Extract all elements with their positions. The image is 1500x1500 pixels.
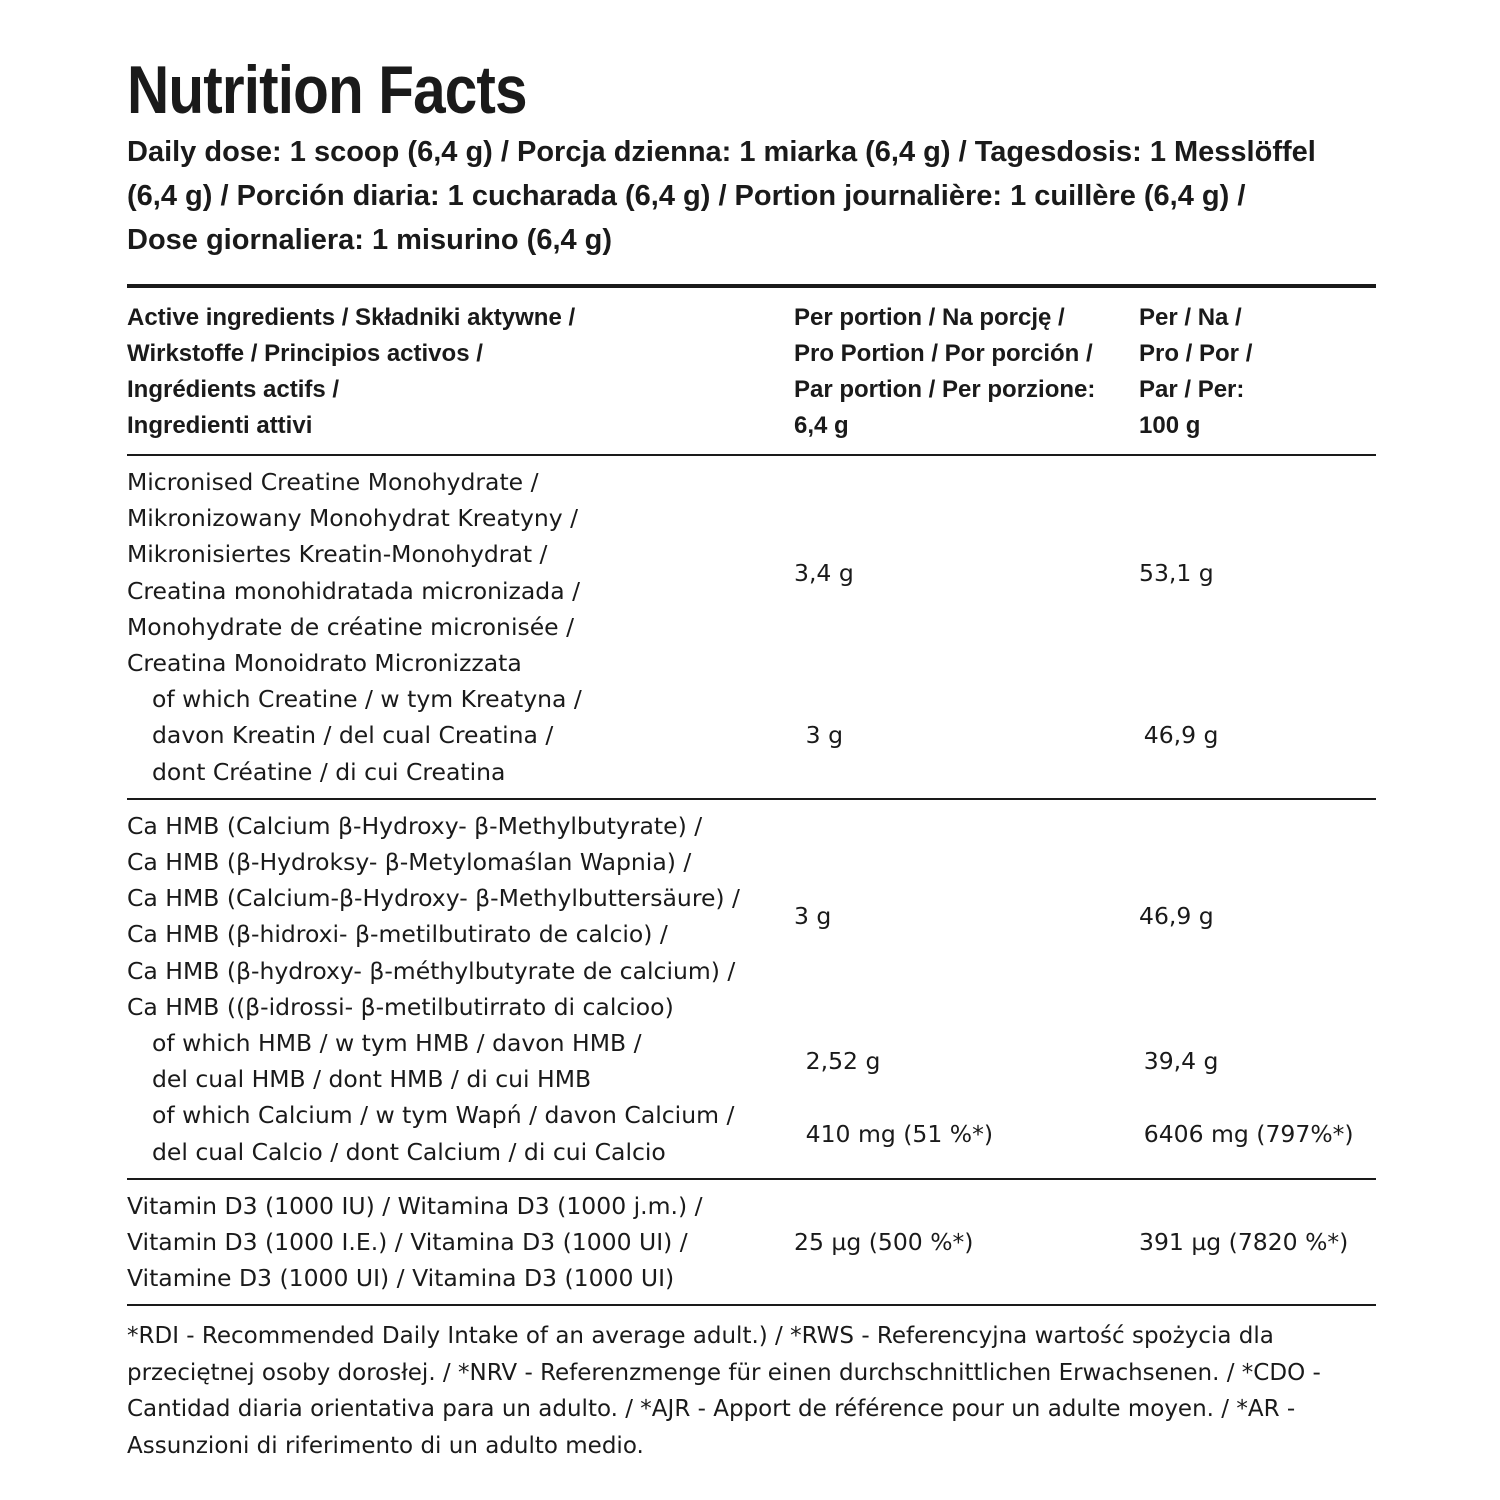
serving-size-text: Daily dose: 1 scoop (6,4 g) / Porcja dzienna: 1 miarka (6,4 g) / Tagesdosis: 1 Messlöffel (6,4 g) / Porción diaria: 1 cucharada (6,4 g) / Portion journalière: 1 cuillère (6,4 g) / Dose giornaliera: 1 misurino (6,4 g) — [127, 136, 1316, 256]
ingredient-name: of which HMB / w tym HMB / davon HMB / del cual HMB / dont HMB / di cui HMB — [152, 1029, 642, 1094]
header-per-portion: Per portion / Na porcję / Pro Portion / Por porción / Par portion / Per porzione: 6,4 g — [794, 304, 1096, 439]
per-100g-value: 53,1 g — [1139, 558, 1214, 587]
per-portion-value: 2,52 g — [805, 1047, 881, 1076]
ingredient-name: Vitamin D3 (1000 IU) / Witamina D3 (1000 j.m.) / Vitamin D3 (1000 I.E.) / Vitamina D3 (1000 UI) / Vitamine D3 (1000 UI) / Vitamina D3 (1000 UI) — [127, 1191, 703, 1293]
header-ingredients: Active ingredients / Składniki aktywne / Wirkstoffe / Principios activos / Ingrédients actifs / Ingredienti attivi — [127, 304, 576, 439]
per-100g-value: 39,4 g — [1143, 1047, 1219, 1076]
table-row — [127, 681, 1376, 790]
per-portion-value: 25 µg (500 %*) — [794, 1228, 974, 1257]
per-100g-value: 391 µg (7820 %*) — [1139, 1228, 1349, 1257]
per-portion-value: 410 mg (51 %*) — [805, 1119, 994, 1148]
per-portion-value: 3,4 g — [794, 558, 854, 587]
table-row — [127, 808, 1376, 1025]
per-portion-value: 3 g — [794, 902, 832, 931]
divider — [127, 1304, 1376, 1306]
table-header — [127, 288, 1376, 454]
ingredient-name: Ca HMB (Calcium β-Hydroxy- β-Methylbutyrate) / Ca HMB (β-Hydroksy- β-Metylomaślan Wapnia) / Ca HMB (Calcium-β-Hydroxy- β-Methylbuttersäure) / Ca HMB (β-hidroxi- β-metilbutirato de calcio) / Ca HMB (β-hydroxy- β-méthylbutyrate de calcium) / Ca HMB ((β-idrossi- β-metilbutirrato di calcioo) — [127, 811, 740, 1021]
per-100g-value: 6406 mg (797%*) — [1143, 1119, 1354, 1148]
table-row — [127, 464, 1376, 681]
table-row — [127, 1097, 1376, 1169]
ingredient-name: of which Creatine / w tym Kreatyna / davon Kreatin / del cual Creatina / dont Créatine / di cui Creatina — [152, 685, 582, 786]
nutrition-facts-panel — [127, 50, 1376, 1464]
page-title: Nutrition Facts — [127, 52, 527, 128]
header-per-100g: Per / Na / Pro / Por / Par / Per: 100 g — [1139, 304, 1253, 439]
per-100g-value: 46,9 g — [1143, 721, 1219, 750]
table-row — [127, 1188, 1376, 1297]
footnote-text: *RDI - Recommended Daily Intake of an average adult.) / *RWS - Referencyjna wartość spożycia dla przeciętnej osoby dorosłej. / *NRV - Referenzmenge für einen durchschnittlichen Erwachsenen. / *CDO - Cantidad diaria orientativa para un adulto. / *AJR - Apport de référence pour un adulte moyen. / *AR - Assunzioni di riferimento di un adulto medio. — [127, 1323, 1321, 1459]
per-100g-value: 46,9 g — [1139, 902, 1214, 931]
ingredient-name: of which Calcium / w tym Wapń / davon Calcium / del cual Calcio / dont Calcium / di cui Calcio — [152, 1101, 735, 1166]
per-portion-value: 3 g — [805, 721, 843, 750]
table-group-vitamin-d3 — [127, 1180, 1376, 1305]
ingredient-name: Micronised Creatine Monohydrate / Mikronizowany Monohydrat Kreatyny / Mikronisiertes Kreatin-Monohydrat / Creatina monohidratada micronizada / Monohydrate de créatine micronisée / Creatina Monoidrato Micronizzata — [127, 468, 580, 678]
table-row — [127, 1025, 1376, 1097]
table-group-hmb — [127, 800, 1376, 1178]
table-group-creatine — [127, 456, 1376, 798]
